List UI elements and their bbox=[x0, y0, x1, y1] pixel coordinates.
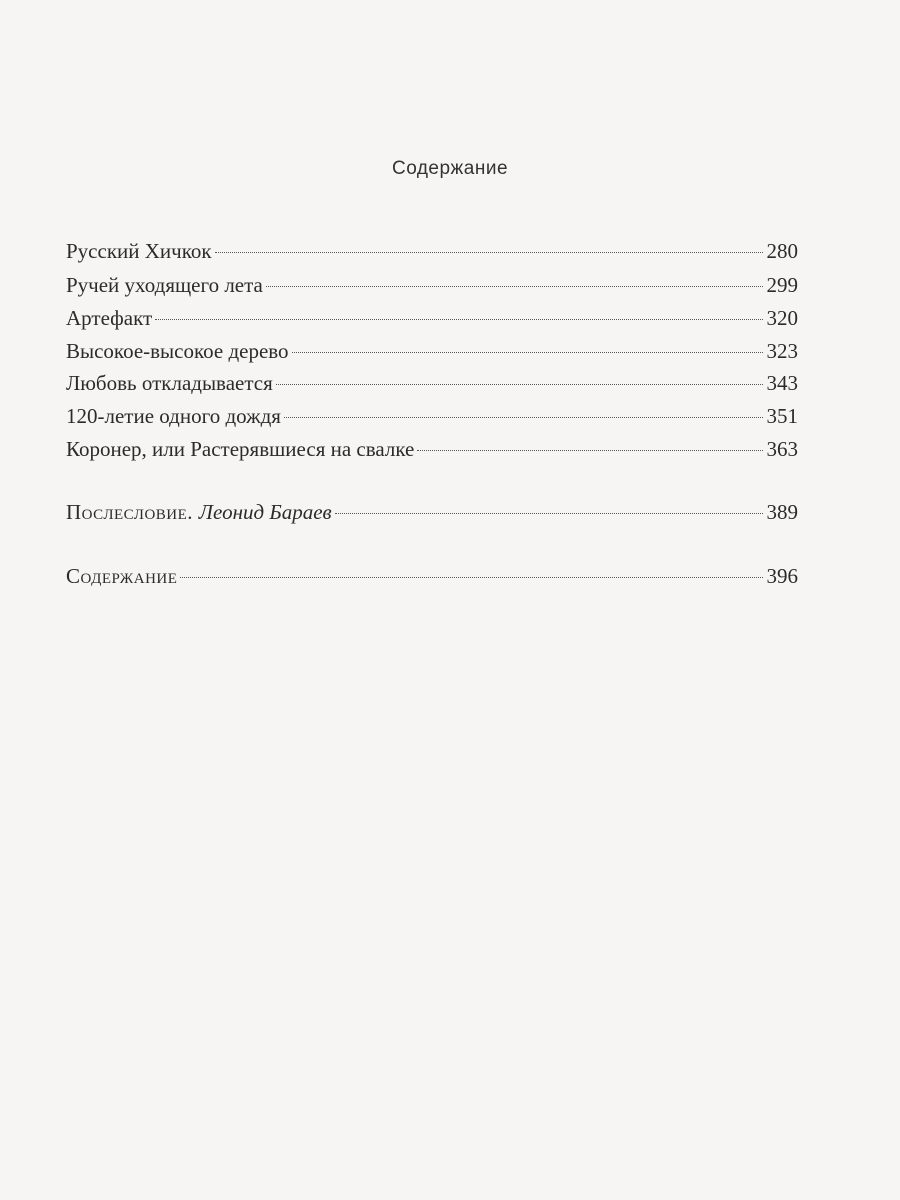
toc-entry bbox=[66, 436, 798, 462]
dot-leader bbox=[215, 252, 763, 253]
toc-entry-title bbox=[66, 499, 332, 525]
toc-entry-title: Высокое-высокое дерево bbox=[66, 339, 289, 363]
toc-entry bbox=[66, 238, 798, 264]
toc-entry bbox=[66, 370, 798, 396]
toc-entry-page: 396 bbox=[766, 564, 798, 588]
toc-entry-page: 280 bbox=[766, 239, 798, 263]
dot-leader bbox=[155, 319, 762, 320]
toc-entry-page: 351 bbox=[766, 404, 798, 428]
toc-entry-title: 120-летие одного дождя bbox=[66, 404, 281, 428]
toc-afterword-entry bbox=[66, 499, 798, 525]
toc-entry-page: 343 bbox=[766, 371, 798, 395]
dot-leader bbox=[180, 577, 762, 578]
dot-leader bbox=[292, 352, 763, 353]
toc-entry-title: Ручей уходящего лета bbox=[66, 273, 263, 297]
toc-entry bbox=[66, 272, 798, 298]
afterword-label: Послесловие. bbox=[66, 500, 194, 524]
page-heading: Содержание bbox=[391, 158, 509, 179]
toc-entry-page: 389 bbox=[766, 500, 798, 524]
dot-leader bbox=[335, 513, 763, 514]
afterword-author: Леонид Бараев bbox=[198, 500, 332, 524]
toc-entry-page: 323 bbox=[766, 339, 798, 363]
toc-entry bbox=[66, 338, 798, 364]
toc-entry-title: Артефакт bbox=[66, 306, 153, 330]
dot-leader bbox=[276, 384, 763, 385]
toc-entry-title: Содержание bbox=[66, 564, 178, 588]
dot-leader bbox=[417, 450, 762, 451]
toc-entry-title: Коронер, или Растерявшиеся на свалке bbox=[66, 437, 415, 461]
toc-entry bbox=[66, 403, 798, 429]
toc-entry-page: 363 bbox=[766, 437, 798, 461]
toc-contents-entry bbox=[66, 563, 798, 589]
toc-entry-page: 299 bbox=[766, 273, 798, 297]
toc-entry-page: 320 bbox=[766, 306, 798, 330]
dot-leader bbox=[284, 417, 763, 418]
toc-entry-title: Русский Хичкок bbox=[66, 239, 212, 263]
toc-entry bbox=[66, 305, 798, 331]
dot-leader bbox=[266, 286, 763, 287]
toc-entry-title: Любовь откладывается bbox=[66, 371, 273, 395]
